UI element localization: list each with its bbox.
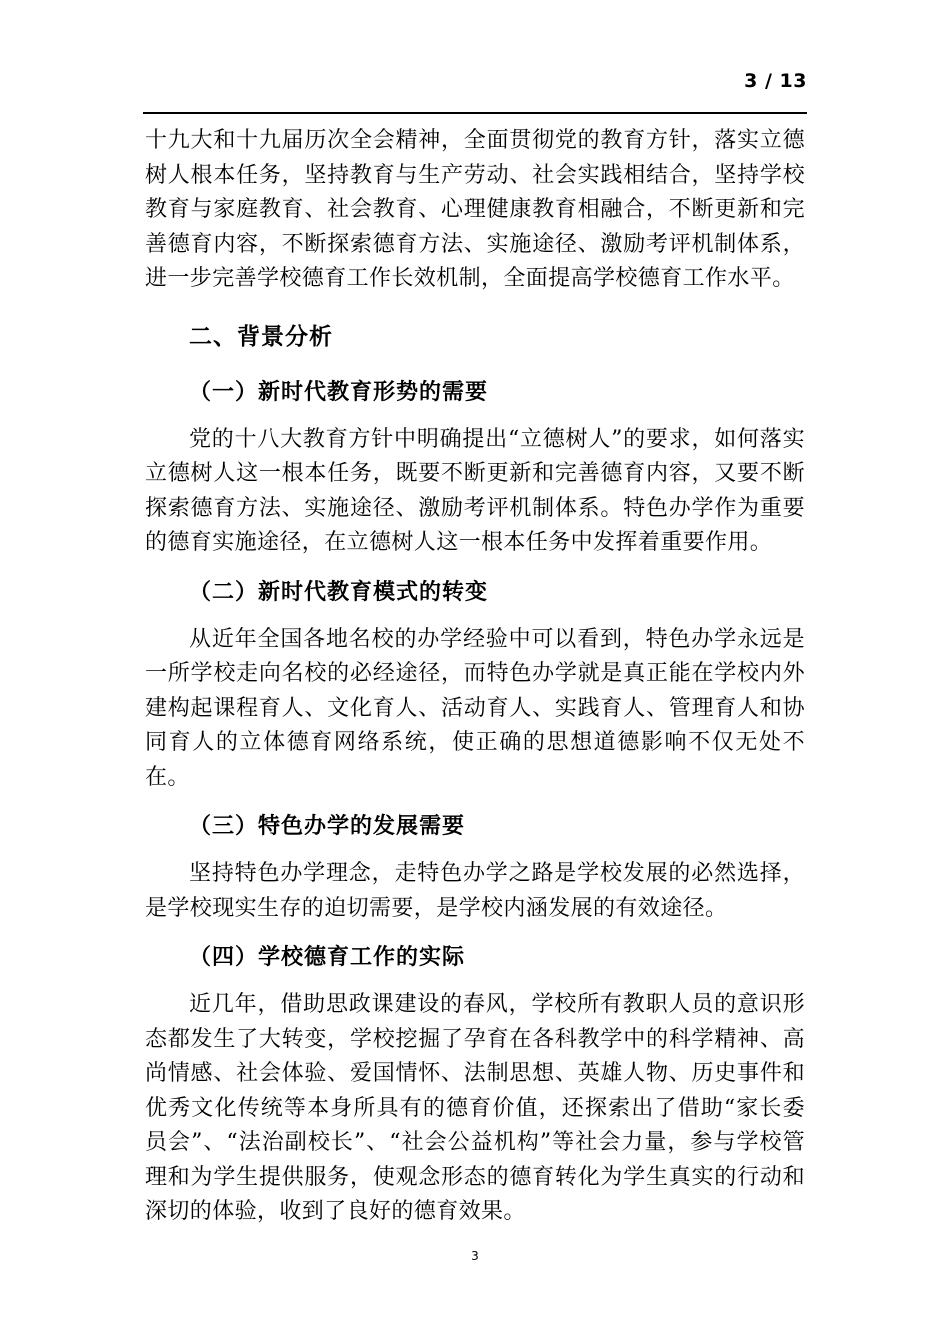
subsection-heading-2: （二）新时代教育模式的转变 [189,579,489,605]
subsection-heading-4: （四）学校德育工作的实际 [189,945,466,970]
section-heading-background: 二、背景分析 [189,323,333,350]
page-counter: 3 / 13 [744,70,807,92]
intro-paragraph: 十九大和十九届历次全会精神，全面贯彻党的教育方针，落实立德树人根本任务，坚持教育与生产劳动、社会实践相结合，坚持学校教育与家庭教育、社会教育、心理健康教育相融合，不断更新和完善德育内容，不断探索德育方法、实施途径、激励考评机制体系，进一步完善学校德育工作长效机制，全面提高学校德育工作水平。 [145,128,805,291]
document-body [145,124,805,1230]
page-footer [0,1249,950,1263]
page-number: 3 [471,1249,479,1263]
subsection-paragraph-3: 坚持特色办学理念，走特色办学之路是学校发展的必然选择，是学校现实生存的迫切需要，是学校内涵发展的有效途径。 [145,861,805,921]
subsection-heading-1: （一）新时代教育形势的需要 [189,379,489,405]
page-header [143,68,807,114]
subsection-heading-3: （三）特色办学的发展需要 [189,814,466,839]
subsection-paragraph-2: 从近年全国各地名校的办学经验中可以看到，特色办学永远是一所学校走向名校的必经途径，而特色办学就是真正能在学校内外建构起课程育人、文化育人、活动育人、实践育人、管理育人和协同育人的立体德育网络系统，使正确的思想道德影响不仅无处不在。 [145,626,805,790]
subsection-paragraph-4: 近几年，借助思政课建设的春风，学校所有教职人员的意识形态都发生了大转变，学校挖掘了孕育在各科教学中的科学精神、高尚情感、社会体验、爱国情怀、法制思想、英雄人物、历史事件和优秀文化传统等本身所具有的德育价值，还探索出了借助“家长委员会”、“法治副校长”、“社会公益机构”等社会力量，参与学校管理和为学生提供服务，使观念形态的德育转化为学生真实的行动和深切的体验，收到了良好的德育效果。 [145,992,805,1224]
subsection-paragraph-1: 党的十八大教育方针中明确提出“立德树人”的要求，如何落实立德树人这一根本任务，既要不断更新和完善德育内容，又要不断探索德育方法、实施途径、激励考评机制体系。特色办学作为重要的德育实施途径，在立德树人这一根本任务中发挥着重要作用。 [145,426,805,555]
